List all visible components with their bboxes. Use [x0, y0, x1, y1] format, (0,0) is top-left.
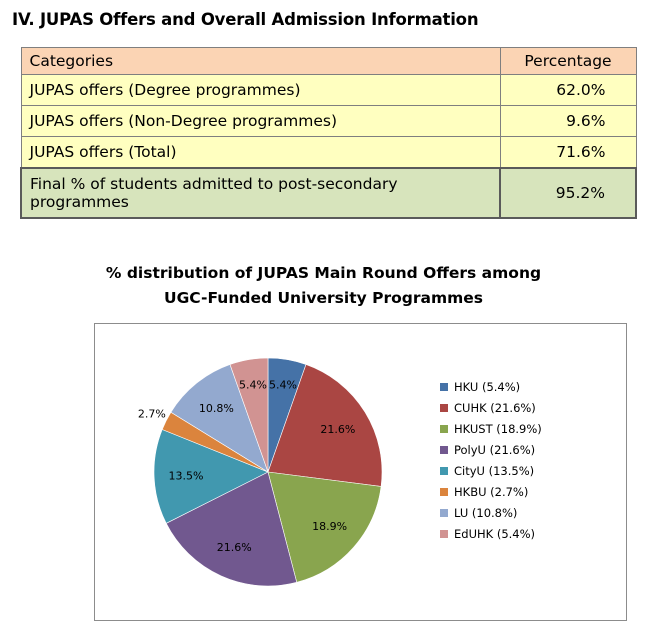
row-percentage: 9.6% — [500, 106, 636, 137]
legend-label: EdUHK (5.4%) — [454, 526, 536, 541]
legend-label: HKBU (2.7%) — [454, 484, 529, 499]
slice-label: 5.4% — [239, 378, 267, 392]
legend-item — [440, 460, 542, 481]
slice-label: 13.5% — [168, 469, 204, 483]
final-category: Final % of students admitted to post-secondary programmes — [21, 168, 500, 218]
legend-item — [440, 376, 542, 397]
legend-label: CityU (13.5%) — [454, 463, 535, 478]
chart-title-line2: UGC-Funded University Programmes — [164, 289, 483, 307]
legend-swatch — [440, 530, 448, 538]
row-percentage: 71.6% — [500, 137, 636, 169]
slice-label: 2.7% — [137, 407, 166, 421]
row-category: JUPAS offers (Total) — [21, 137, 500, 169]
final-percentage: 95.2% — [500, 168, 636, 218]
slice-label: 10.8% — [198, 402, 234, 416]
table-row — [21, 137, 636, 169]
slice-label: 21.6% — [320, 423, 356, 436]
row-percentage: 62.0% — [500, 75, 636, 106]
legend-item — [440, 418, 542, 439]
section-heading: IV. JUPAS Offers and Overall Admission Information — [12, 10, 479, 29]
legend-swatch — [440, 467, 448, 475]
legend-label: PolyU (21.6%) — [454, 442, 536, 457]
legend-swatch — [440, 509, 448, 517]
table-header-row — [21, 48, 636, 75]
legend-item — [440, 439, 542, 460]
legend-swatch — [440, 383, 448, 391]
legend-label: HKUST (18.9%) — [454, 421, 542, 436]
legend-swatch — [440, 488, 448, 496]
chart-legend — [440, 376, 542, 544]
legend-item — [440, 502, 542, 523]
legend-swatch — [440, 404, 448, 412]
admission-table — [20, 47, 637, 219]
chart-area — [94, 323, 627, 621]
legend-item — [440, 523, 542, 544]
row-category: JUPAS offers (Degree programmes) — [21, 75, 500, 106]
legend-label: LU (10.8%) — [454, 505, 518, 520]
header-percentage: Percentage — [500, 48, 636, 75]
table-final-row — [21, 168, 636, 218]
chart-title-line1: % distribution of JUPAS Main Round Offers among — [105, 264, 542, 282]
legend-swatch — [440, 446, 448, 454]
legend-label: HKU (5.4%) — [454, 379, 521, 394]
legend-item — [440, 481, 542, 502]
row-category: JUPAS offers (Non-Degree programmes) — [21, 106, 500, 137]
slice-label: 5.4% — [269, 378, 297, 392]
table-row — [21, 75, 636, 106]
header-categories: Categories — [21, 48, 500, 75]
table-row — [21, 106, 636, 137]
slice-label: 21.6% — [216, 540, 252, 554]
slice-label: 18.9% — [312, 520, 348, 534]
legend-item — [440, 397, 542, 418]
legend-swatch — [440, 425, 448, 433]
legend-label: CUHK (21.6%) — [454, 400, 536, 415]
pie-chart — [95, 324, 626, 620]
